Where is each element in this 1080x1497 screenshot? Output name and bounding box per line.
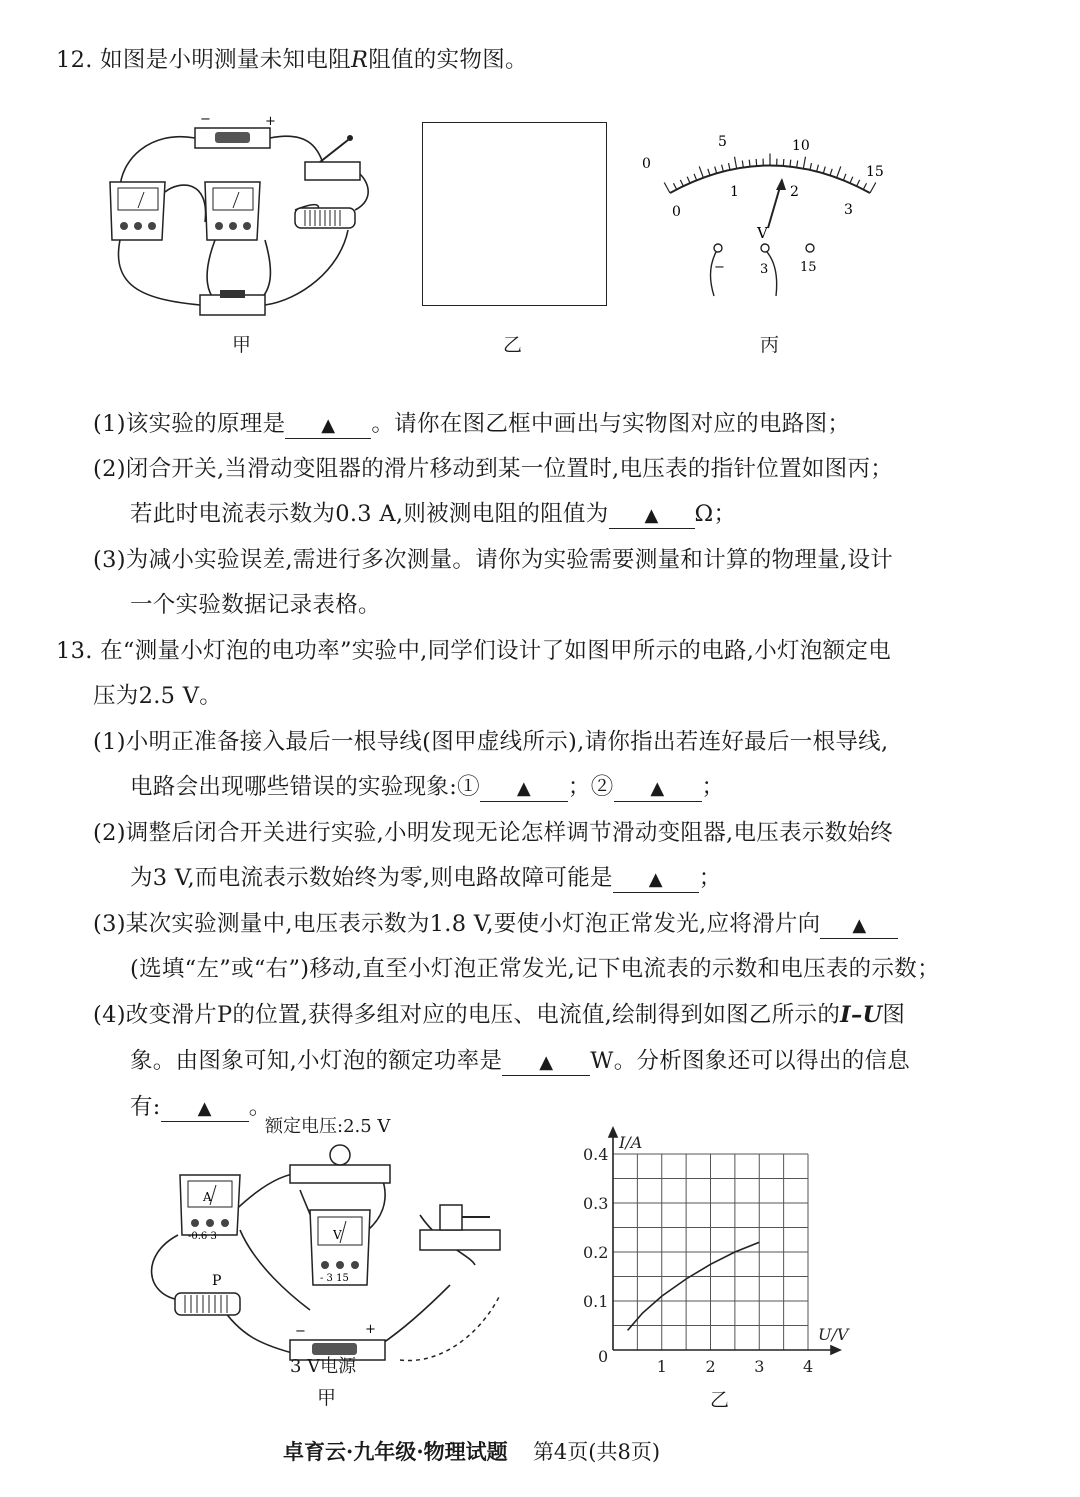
iu-curve	[628, 1242, 760, 1330]
q12-figure-jia	[100, 110, 390, 325]
y-tick-label: 0.4	[583, 1145, 609, 1164]
y-axis-label: I/A	[619, 1133, 643, 1152]
dial-tick	[722, 165, 724, 172]
q12-part1-blank[interactable]: ▲	[285, 412, 371, 439]
x-tick-label: 3	[754, 1357, 765, 1376]
voltmeter-terminals: - 3 15	[320, 1273, 349, 1284]
q13-part4-blank1[interactable]: ▲	[502, 1049, 590, 1076]
dial-tick	[870, 182, 876, 193]
q13-title-line2: 压为2.5 V。	[93, 683, 223, 709]
ammeter-terminals: -0.6 3	[188, 1231, 217, 1242]
q13-part2-blank[interactable]: ▲	[613, 866, 699, 893]
dial-tick	[803, 157, 805, 169]
q12-battery-minus: −	[200, 112, 211, 127]
y-tick-label: 0.2	[583, 1243, 609, 1262]
dial-tick	[708, 169, 710, 176]
q13-part3-blank[interactable]: ▲	[820, 912, 898, 939]
power-source-label: 3 V电源	[290, 1356, 357, 1377]
q12-caption-jia: 甲	[232, 334, 252, 356]
dial-tick	[797, 161, 798, 168]
q12-part1: (1)该实验的原理是 ▲ 。请你在图乙框中画出与实物图对应的电路图；	[93, 411, 851, 437]
q13-part4-line1: (4)改变滑片P的位置,获得多组对应的电压、电流值,绘制得到如图乙所示的I–U图	[93, 1002, 906, 1028]
page-footer: 卓育云·九年级·物理试题 第4页(共8页)	[283, 1439, 661, 1464]
dial-tick	[837, 166, 841, 177]
iu-chart	[565, 1118, 865, 1378]
q12-part2-line2: 若此时电流表示数为0.3 A,则被测电阻的阻值为 ▲ Ω；	[130, 501, 737, 527]
q12-part3-line2: 一个实验数据记录表格。	[130, 592, 381, 618]
dial-tick	[715, 167, 717, 174]
q13-part2-line2: 为3 V,而电流表示数始终为零,则电路故障可能是 ▲ ；	[130, 865, 722, 891]
q12-part2-line1: (2)闭合开关,当滑动变阻器的滑片移动到某一位置时,电压表的指针位置如图丙；	[93, 456, 894, 482]
dial-tick	[843, 174, 846, 180]
dial-unit: V	[757, 224, 768, 242]
dial-terminal-3: 3	[760, 262, 769, 277]
dial-tick	[680, 180, 683, 186]
origin-label: 0	[598, 1347, 609, 1366]
dial-tick	[850, 177, 853, 183]
dial-tick	[742, 161, 743, 168]
dial-tick	[857, 180, 860, 186]
q13-part3-line2: (选填“左”或“右”)移动,直至小灯泡正常发光,记下电流表的示数和电压表的示数；	[130, 956, 940, 982]
dial-bottom-3: 3	[844, 202, 853, 218]
y-tick-label: 0.1	[583, 1292, 609, 1311]
dial-bottom-1: 1	[730, 184, 739, 200]
dial-terminal-15: 15	[800, 260, 817, 275]
ammeter-unit: A	[203, 1190, 212, 1204]
dial-tick	[756, 159, 757, 166]
x-tick-label: 2	[705, 1357, 716, 1376]
q13-caption-yi: 乙	[710, 1389, 730, 1411]
q13-part4-blank2[interactable]: ▲	[161, 1095, 249, 1122]
q13-part1-blank2[interactable]: ▲	[614, 775, 702, 802]
q13-title-line1: 13. 在“测量小灯泡的电功率”实验中,同学们设计了如图甲所示的电路,小灯泡额定电	[56, 638, 892, 664]
dial-tick	[817, 165, 819, 172]
title-variable: R	[350, 47, 369, 73]
q13-part4-line3: 有: ▲ 。	[130, 1094, 272, 1120]
q13-part1-line1: (1)小明正准备接入最后一根导线(图甲虚线所示),请你指出若连好最后一根导线,	[93, 729, 889, 755]
q12-figure-bing-dial	[630, 128, 900, 298]
q12-battery-plus: +	[265, 114, 276, 129]
dial-tick	[863, 183, 866, 189]
dial-tick	[823, 167, 825, 174]
x-axis-arrow	[831, 1346, 840, 1354]
q13-part2-line1: (2)调整后闭合开关进行实验,小明发现无论怎样调节滑动变阻器,电压表示数始终	[93, 820, 894, 846]
q13-battery-minus: −	[295, 1324, 306, 1339]
dial-tick	[673, 183, 676, 189]
x-axis-label: U/V	[818, 1325, 849, 1344]
dial-bottom-2: 2	[790, 184, 799, 200]
dial-top-15: 15	[866, 164, 884, 180]
q12-figure-yi-box	[422, 122, 607, 306]
q13-part4-line2: 象。由图象可知,小灯泡的额定功率是 ▲ W。分析图象还可以得出的信息	[130, 1048, 911, 1074]
q13-battery-plus: +	[365, 1322, 376, 1337]
footer-grade: 九年级	[353, 1439, 417, 1464]
dial-tick	[810, 163, 812, 170]
dial-tick	[830, 169, 832, 176]
dial-tick	[790, 160, 791, 167]
q12-part3-line1: (3)为减小实验误差,需进行多次测量。请你为实验需要测量和计算的物理量,设计	[93, 547, 894, 573]
dial-top-5: 5	[718, 134, 727, 150]
y-axis-arrow	[609, 1128, 617, 1137]
q13-part3-line1: (3)某次实验测量中,电压表示数为1.8 V,要使小灯泡正常发光,应将滑片向 ▲	[93, 909, 898, 939]
q13-part1-blank1[interactable]: ▲	[480, 775, 568, 802]
q12-part2-blank[interactable]: ▲	[609, 502, 695, 529]
voltmeter-unit: V	[333, 1228, 342, 1242]
y-tick-label: 0.3	[583, 1194, 609, 1213]
footer-page: 第4页(共8页)	[532, 1440, 661, 1464]
x-tick-label: 4	[803, 1357, 814, 1376]
dial-tick	[699, 166, 703, 177]
dial-tick	[687, 177, 690, 183]
dial-tick	[694, 174, 697, 180]
dial-bottom-0: 0	[672, 204, 681, 220]
rated-voltage-label: 额定电压:2.5 V	[265, 1116, 391, 1137]
x-tick-label: 1	[656, 1357, 667, 1376]
dial-tick	[783, 159, 784, 166]
q13-part1-line2: 电路会出现哪些错误的实验现象:① ▲ ；② ▲ ；	[130, 774, 725, 800]
slider-label: P	[212, 1273, 222, 1289]
q12-title: 12. 如图是小明测量未知电阻R阻值的实物图。	[56, 47, 528, 73]
footer-subject: 物理试题	[423, 1439, 508, 1464]
q12-caption-yi: 乙	[503, 334, 523, 356]
dial-top-0: 0	[642, 156, 651, 172]
q13-caption-jia: 甲	[317, 1387, 337, 1409]
footer-brand: 卓育云	[283, 1439, 346, 1464]
q13-figure-jia	[140, 1135, 540, 1380]
q12-caption-bing: 丙	[760, 334, 780, 356]
dial-top-10: 10	[792, 138, 810, 154]
dial-terminal-minus: −	[714, 260, 725, 275]
dial-tick	[728, 163, 730, 170]
iu-variable: I–U	[840, 1002, 883, 1028]
dial-tick	[664, 182, 670, 193]
dial-tick	[749, 160, 750, 167]
dial-tick	[735, 157, 737, 169]
